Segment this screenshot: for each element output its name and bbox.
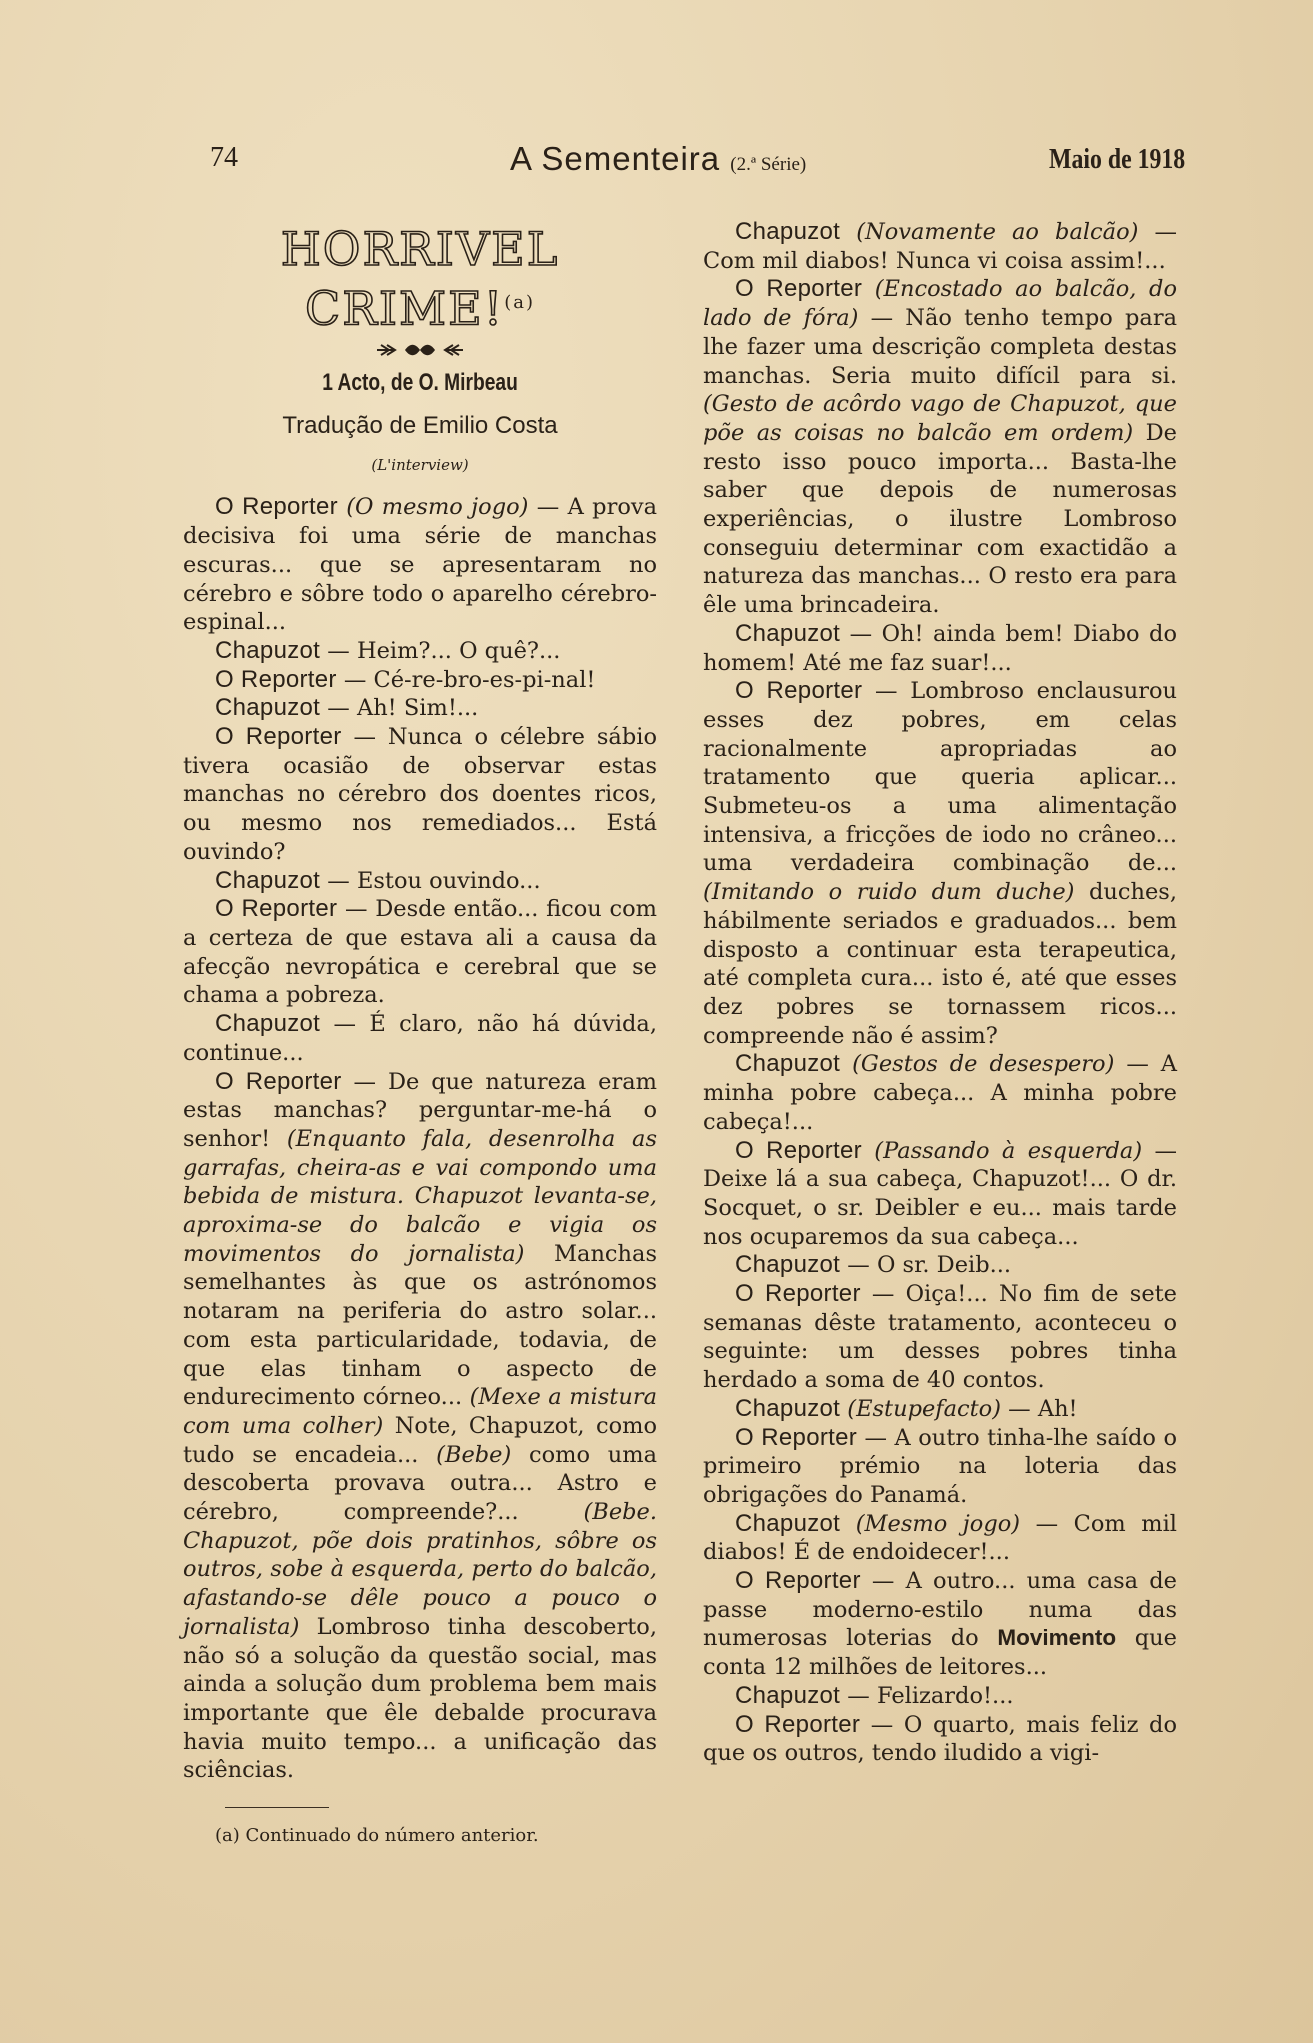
speaker-name: Chapuzot: [735, 1251, 841, 1279]
stage-direction: (Bebe): [436, 1441, 512, 1468]
dialogue-text: Note, Chapuzot, como tudo se encadeia...: [183, 1412, 657, 1468]
dialogue-text: De resto isso pouco importa... Basta-lhe saber que depois de numerosas experiências, o ilustre Lombroso conseguiu determinar com exactidão a natureza das manchas... O resto era para êle uma brincadeira.: [703, 419, 1177, 619]
dialogue-text: — Com mil diabos! É de endoidecer!...: [703, 1510, 1177, 1566]
dialogue-text: Manchas semelhantes às que os astrónomos notaram na periferia do astro solar... com esta particularidade, todavia, de que elas tinham o aspecto de endurecimento córneo...: [183, 1240, 657, 1411]
dialogue-paragraph: [183, 723, 657, 867]
title-footnote-mark: (a): [504, 292, 535, 313]
speaker-name: Chapuzot: [215, 866, 321, 894]
dialogue-paragraph: [703, 1137, 1177, 1252]
left-long-paragraph: [183, 1068, 657, 1786]
speaker-name: O Reporter: [735, 275, 863, 303]
dialogue-text: duches, hábilmente seriados e graduados... bem disposto a continuar esta terapeutica, até completa cura... isto é, até que esses dez pobres se tornassem ricos... compreende não é assim?: [703, 879, 1177, 1049]
speaker-name: O Reporter: [215, 493, 338, 521]
journal-name: A Sementeira: [510, 140, 721, 177]
dialogue-text: — Lombroso enclausurou esses dez pobres, em celas racionalmente apropriadas ao tratamento que queria aplicar... Submeteu-os a uma alimentação intensiva, a fricções de iodo no crâneo... uma verdadeira combinação de...: [703, 678, 1177, 877]
article-title-text: HORRIVEL CRIME!: [280, 222, 560, 336]
speaker-name: O Reporter: [735, 1423, 858, 1451]
dialogue-text: — A minha pobre cabeça... A minha pobre cabeça!...: [703, 1051, 1178, 1135]
speaker-name: O Reporter: [735, 1567, 861, 1595]
speaker-name: Chapuzot: [735, 1050, 841, 1078]
translator-line: Tradução de Emilio Costa: [282, 412, 558, 440]
speaker-name: Chapuzot: [215, 694, 321, 722]
original-title: (L'interview): [371, 455, 469, 474]
dialogue-text: — A prova decisiva foi uma série de manchas escuras... que se apresentaram no cérebro e sôbre todo o aparelho cérebro-espinal...: [183, 494, 657, 636]
dialogue-text: — Cé-re-bro-es-pi-nal!: [336, 666, 596, 693]
dialogue-paragraph: [183, 867, 657, 896]
footnote: (a) Continuado do número anterior.: [215, 1825, 539, 1847]
speaker-name: Chapuzot: [735, 619, 841, 647]
stage-direction: (Enquanto fala, desenrolha as garrafas, cheira-as e vai compondo uma bebida de mistura. Chapuzot levanta-se, aproxima-se do balcão e vigia os movimentos do jornalista): [183, 1125, 657, 1267]
dialogue-paragraph: [703, 620, 1177, 677]
article-heading: [183, 222, 657, 479]
dialogue-paragraph: [703, 1395, 1177, 1424]
dialogue-text: — Com mil diabos! Nunca vi coisa assim!...: [703, 219, 1178, 274]
speaker-name: O Reporter: [735, 1710, 861, 1738]
dialogue-text: — O sr. Deib...: [840, 1252, 1012, 1279]
stage-direction: (Mexe a mistura com uma colher): [183, 1384, 657, 1439]
dialogue-paragraph: [703, 1251, 1177, 1280]
dialogue-text: como uma descoberta provava outra... Astro e cérebro, compreende?...: [183, 1441, 657, 1526]
speaker-name: O Reporter: [735, 677, 863, 705]
dialogue-text: [840, 219, 856, 245]
dialogue-text: [840, 1511, 856, 1537]
speaker-name: O Reporter: [735, 1136, 862, 1164]
dialogue-paragraph: [183, 895, 657, 1010]
stage-direction: (Estupefacto): [847, 1395, 1002, 1422]
page-number: 74: [210, 142, 238, 173]
dialogue-text: — Ah!: [1001, 1395, 1078, 1422]
dialogue-paragraph: [703, 1280, 1177, 1395]
dialogue-paragraph: [703, 1711, 1177, 1768]
dialogue-text: — Não tenho tempo para lhe fazer uma descrição completa destas manchas. Seria muito difícil para si.: [703, 305, 1177, 389]
dialogue-paragraph: [703, 1424, 1177, 1510]
dialogue-text: — A outro... uma casa de passe moderno-estilo numa das numerosas loterias do: [703, 1568, 1177, 1652]
article-title: [183, 222, 657, 335]
ornament-divider-icon: [375, 341, 465, 359]
stage-direction: (O mesmo jogo): [346, 494, 529, 521]
dialogue-paragraph: [703, 1682, 1177, 1711]
series-label: (2.ª Série): [730, 154, 807, 175]
speaker-name: O Reporter: [215, 1067, 342, 1095]
dialogue-paragraph: [703, 1510, 1177, 1567]
right-column: [703, 218, 1177, 1768]
dialogue-paragraph: [703, 1050, 1177, 1136]
dialogue-text: — Estou ouvindo...: [320, 867, 541, 894]
dialogue-paragraph: [703, 218, 1177, 275]
dialogue-text: — Ah! Sim!...: [320, 695, 479, 722]
issue-date: Maio de 1918: [1048, 144, 1185, 175]
dialogue-text: — A outro tinha-lhe saído o primeiro prémio na loteria das obrigações do Panamá.: [703, 1424, 1177, 1508]
dialogue-text: — De que natureza eram estas manchas? perguntar-me-há o senhor!: [183, 1068, 657, 1152]
footnote-rule: [225, 1807, 329, 1808]
dialogue-text: — Nunca o célebre sábio tivera ocasião de observar estas manchas no cérebro dos doentes ricos, ou mesmo nos remediados... Está ouvindo?: [183, 724, 657, 865]
dialogue-paragraph: [703, 677, 1177, 1050]
page-header: [210, 142, 1185, 182]
speaker-name: Chapuzot: [735, 1681, 841, 1709]
dialogue-text: — Oiça!... No fim de sete semanas dêste tratamento, aconteceu o seguinte: um desses pobres tinha herdado a soma de 40 contos.: [703, 1281, 1177, 1394]
stage-direction: (Mesmo jogo): [855, 1510, 1021, 1537]
dialogue-paragraph: [183, 1010, 657, 1067]
stage-direction: (Imitando o ruido dum duche): [703, 879, 1075, 906]
dialogue-paragraph: [703, 1567, 1177, 1682]
dialogue-text: [862, 276, 875, 302]
stage-direction: (Bebe. Chapuzot, põe dois pratinhos, sôbre os outros, sobe à esquerda, perto do balcão, afastando-se dêle pouco a pouco o jornalista): [183, 1499, 657, 1640]
dialogue-text: — Deixe lá a sua cabeça, Chapuzot!... O dr. Socquet, o sr. Deibler e eu... mais tarde nos ocuparemos da sua cabeça...: [703, 1137, 1178, 1250]
dialogue-text: Movimento: [997, 1625, 1117, 1651]
dialogue-paragraph: [183, 694, 657, 723]
dialogue-text: que conta 12 milhões de leitores...: [703, 1625, 1177, 1681]
dialogue-text: [840, 1051, 852, 1077]
dialogue-text: — Felizardo!...: [840, 1682, 1014, 1709]
dialogue-text: — Desde então... ficou com a certeza de que estava ali a causa da afecção nevropática e cerebral que se chama a pobreza.: [183, 896, 657, 1009]
dialogue-text: [862, 1138, 874, 1164]
speaker-name: O Reporter: [215, 665, 337, 693]
stage-direction: (Gesto de acôrdo vago de Chapuzot, que põe as coisas no balcão em ordem): [703, 391, 1177, 446]
speaker-name: Chapuzot: [215, 636, 321, 664]
dialogue-paragraph: [183, 637, 657, 666]
dialogue-paragraph: [183, 493, 657, 637]
journal-title: [510, 140, 806, 178]
left-column: [183, 218, 657, 1851]
speaker-name: Chapuzot: [215, 1010, 321, 1038]
dialogue-text: — Heim?... O quê?...: [320, 637, 561, 664]
stage-direction: (Encostado ao balcão, do lado de fóra): [703, 276, 1178, 332]
dialogue-paragraph: [183, 666, 657, 695]
speaker-name: O Reporter: [215, 895, 338, 923]
left-dialogue: [183, 493, 657, 1067]
speaker-name: Chapuzot: [735, 1509, 841, 1537]
dialogue-text: — É claro, não há dúvida, continue...: [183, 1011, 657, 1066]
stage-direction: (Gestos de desespero): [852, 1051, 1115, 1078]
dialogue-text: Lombroso tinha descoberto, não só a solução da questão social, mas ainda a solução dum problema bem mais importante que êle debalde procurava havia muito tempo... a unificação das sciências.: [183, 1613, 657, 1784]
stage-direction: (Novamente ao balcão): [856, 219, 1139, 245]
dialogue-text: — Oh! ainda bem! Diabo do homem! Até me faz suar!...: [703, 620, 1177, 676]
speaker-name: Chapuzot: [735, 218, 841, 245]
stage-direction: (Passando à esquerda): [874, 1137, 1143, 1164]
dialogue-paragraph: [703, 275, 1177, 619]
act-author-line: 1 Acto, de O. Mirbeau: [322, 369, 518, 397]
dialogue-text: — O quarto, mais feliz do que os outros, tendo iludido a vigi-: [703, 1711, 1177, 1767]
speaker-name: O Reporter: [215, 723, 342, 751]
speaker-name: Chapuzot: [735, 1394, 841, 1422]
speaker-name: O Reporter: [735, 1280, 861, 1308]
